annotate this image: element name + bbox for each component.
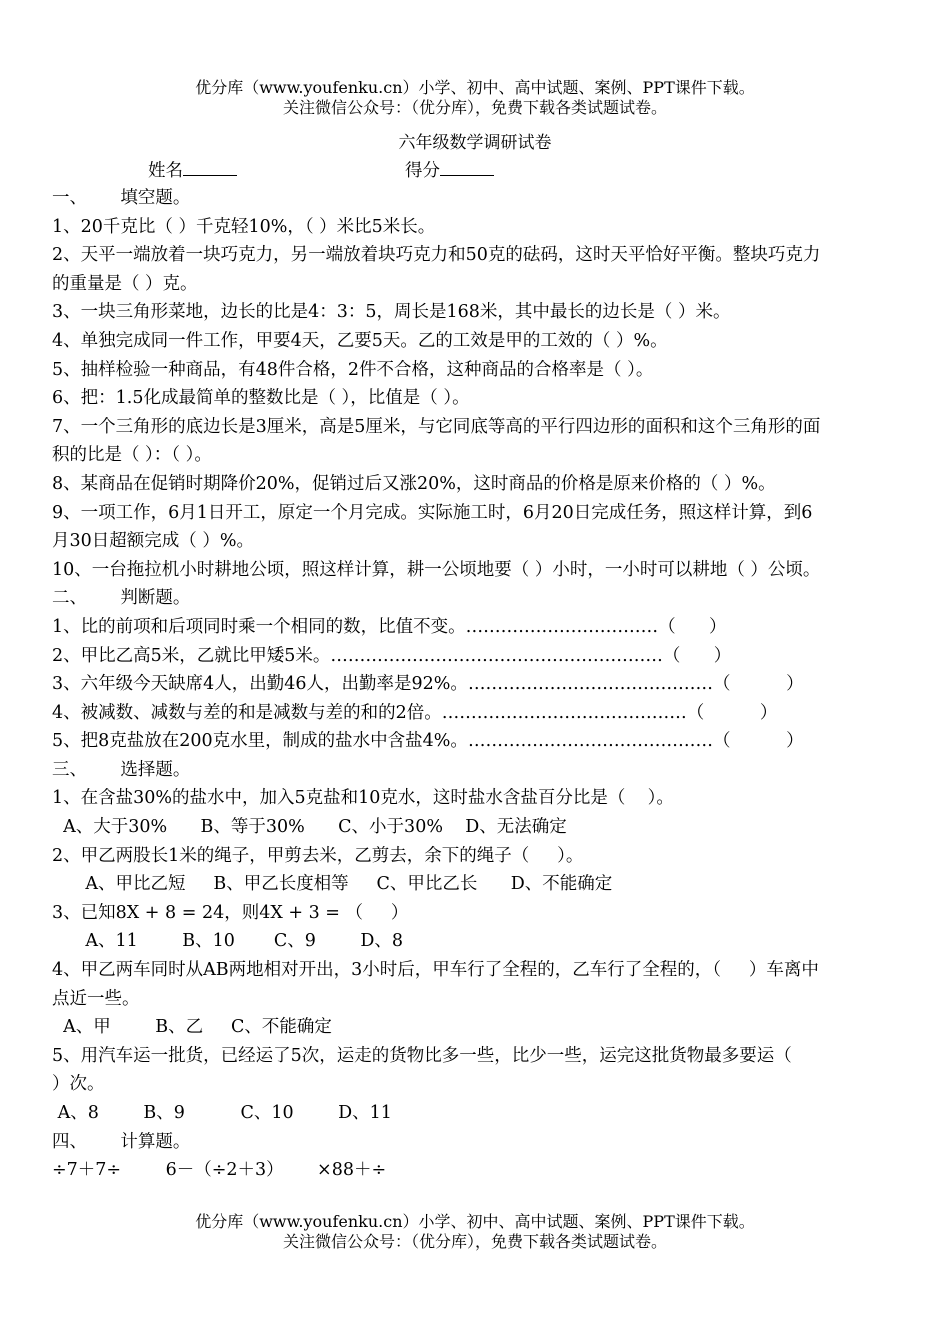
page-header [0,78,950,118]
section-calc-heading: 四、 计算题。 [52,1131,191,1152]
judge-text: 4、被减数、减数与差的和是减数与差的和的2倍。 [52,702,442,723]
fill-question-line: 4、单独完成同一件工作，甲要4天，乙要5天。乙的工效是甲的工效的（ ）%。 [52,330,668,351]
fill-question-line: 7、一个三角形的底边长是3厘米，高是5厘米，与它同底等高的平行四边形的面积和这个三角形的面 [52,416,821,437]
name-score-row [0,157,950,181]
judge-dots: …………………………… [465,616,659,637]
fill-question-line: 5、抽样检验一种商品，有48件合格，2件不合格，这种商品的合格率是（ ）。 [52,359,654,380]
fill-question-line: 6、把：1.5化成最简单的整数比是（ ），比值是（ ）。 [52,388,470,409]
header-line-2: 关注微信公众号：（优分库），免费下载各类试题试卷。 [282,98,667,117]
judge-dots: ………………………………………………… [330,645,663,666]
fill-question-line: 2、天平一端放着一块巧克力，另一端放着块巧克力和50克的砝码，这时天平恰好平衡。整块巧克力 [52,245,821,266]
score-label: 得分 [405,161,440,181]
fill-question-line: 3、一块三角形菜地，边长的比是4：3：5，周长是168米，其中最长的边长是（ ）米。 [52,302,731,323]
name-blank [183,160,237,176]
fill-question-line: 的重量是（ ）克。 [52,273,198,294]
score-blank [440,160,494,176]
judge-text: 1、比的前项和后项同时乘一个相同的数，比值不变。 [52,616,466,637]
choice-line: 4、甲乙两车同时从AB两地相对开出，3小时后，甲车行了全程的，乙车行了全程的，（ ）车离中 [52,960,819,981]
fill-question-line: 1、20千克比（ ）千克轻10%，（ ）米比5米长。 [52,216,436,237]
judge-dots: …………………………………… [467,731,713,752]
footer-line-1: 优分库（www.youfenku.cn）小学、初中、高中试题、案例、PPT课件下载。 [195,1212,755,1231]
fill-question-line: 10、一台拖拉机小时耕地公顷，照这样计算，耕一公顷地要（ ）小时，一小时可以耕地（ ）公顷。 [52,559,821,580]
calc-expressions: ÷7＋7÷ 6－（÷2＋3） ×88＋÷ [52,1160,387,1181]
name-label: 姓名 [148,161,183,181]
choice-options: A、大于30% B、等于30% C、小于30% D、无法确定 [52,817,567,838]
page-title: 六年级数学调研试卷 [398,133,552,153]
choice-options: A、8 B、9 C、10 D、11 [52,1103,392,1123]
judge-answer-paren: （ ） [686,702,778,723]
section-judge-heading: 二、 判断题。 [52,588,191,609]
fill-question-line: 积的比是（ ）：（ ）。 [52,445,212,466]
judge-answer-paren: （ ） [662,645,732,666]
choice-options: A、甲比乙短 B、甲乙长度相等 C、甲比乙长 D、不能确定 [52,874,613,895]
choice-options: A、甲 B、乙 C、不能确定 [52,1017,332,1038]
header-line-1: 优分库（www.youfenku.cn）小学、初中、高中试题、案例、PPT课件下载。 [195,78,755,97]
name-field [148,157,237,182]
section-choice-heading: 三、 选择题。 [52,759,191,780]
choice-options: A、11 B、10 C、9 D、8 [52,931,404,952]
judge-text: 3、六年级今天缺席4人，出勤46人，出勤率是92%。 [52,674,468,695]
judge-text: 2、甲比乙高5米，乙就比甲矮5米。 [52,645,331,666]
judge-question [52,670,904,699]
score-field [405,157,494,182]
fill-question-line: 9、一项工作，6月1日开工，原定一个月完成。实际施工时，6月20日完成任务，照这样计算，到6 [52,502,813,523]
judge-answer-paren: （ ） [658,616,727,637]
section-fill-heading: 一、 填空题。 [52,188,191,208]
judge-answer-paren: （ ） [712,731,804,752]
choice-line: 1、在含盐30%的盐水中，加入5克盐和10克水，这时盐水含盐百分比是（ ）。 [52,788,674,809]
judge-question [52,699,904,728]
judge-text: 5、把8克盐放在200克水里，制成的盐水中含盐4%。 [52,731,468,752]
choice-line: 5、用汽车运一批货，已经运了5次，运走的货物比多一些，比少一些，运完这批货物最多要运（ [52,1045,792,1066]
judge-answer-paren: （ ） [712,674,804,695]
judge-dots: …………………………………… [467,674,713,695]
choice-line: ）次。 [52,1074,105,1095]
fill-question-line: 月30日超额完成（ ）%。 [52,531,254,552]
judge-dots: …………………………………… [441,702,687,723]
choice-line: 点近一些。 [52,988,140,1009]
page-footer [0,1212,950,1252]
judge-question [52,613,904,642]
choice-line: 2、甲乙两股长1米的绳子，甲剪去米，乙剪去，余下的绳子（ ）。 [52,845,584,866]
footer-line-2: 关注微信公众号：（优分库），免费下载各类试题试卷。 [282,1232,667,1251]
judge-question [52,727,904,756]
choice-line: 3、已知8X + 8 = 24，则4X + 3 = （ ） [52,902,409,923]
exam-body [52,184,904,1185]
judge-question [52,642,904,671]
fill-question-line: 8、某商品在促销时期降价20%，促销过后又涨20%，这时商品的价格是原来价格的（ ）%。 [52,473,776,494]
